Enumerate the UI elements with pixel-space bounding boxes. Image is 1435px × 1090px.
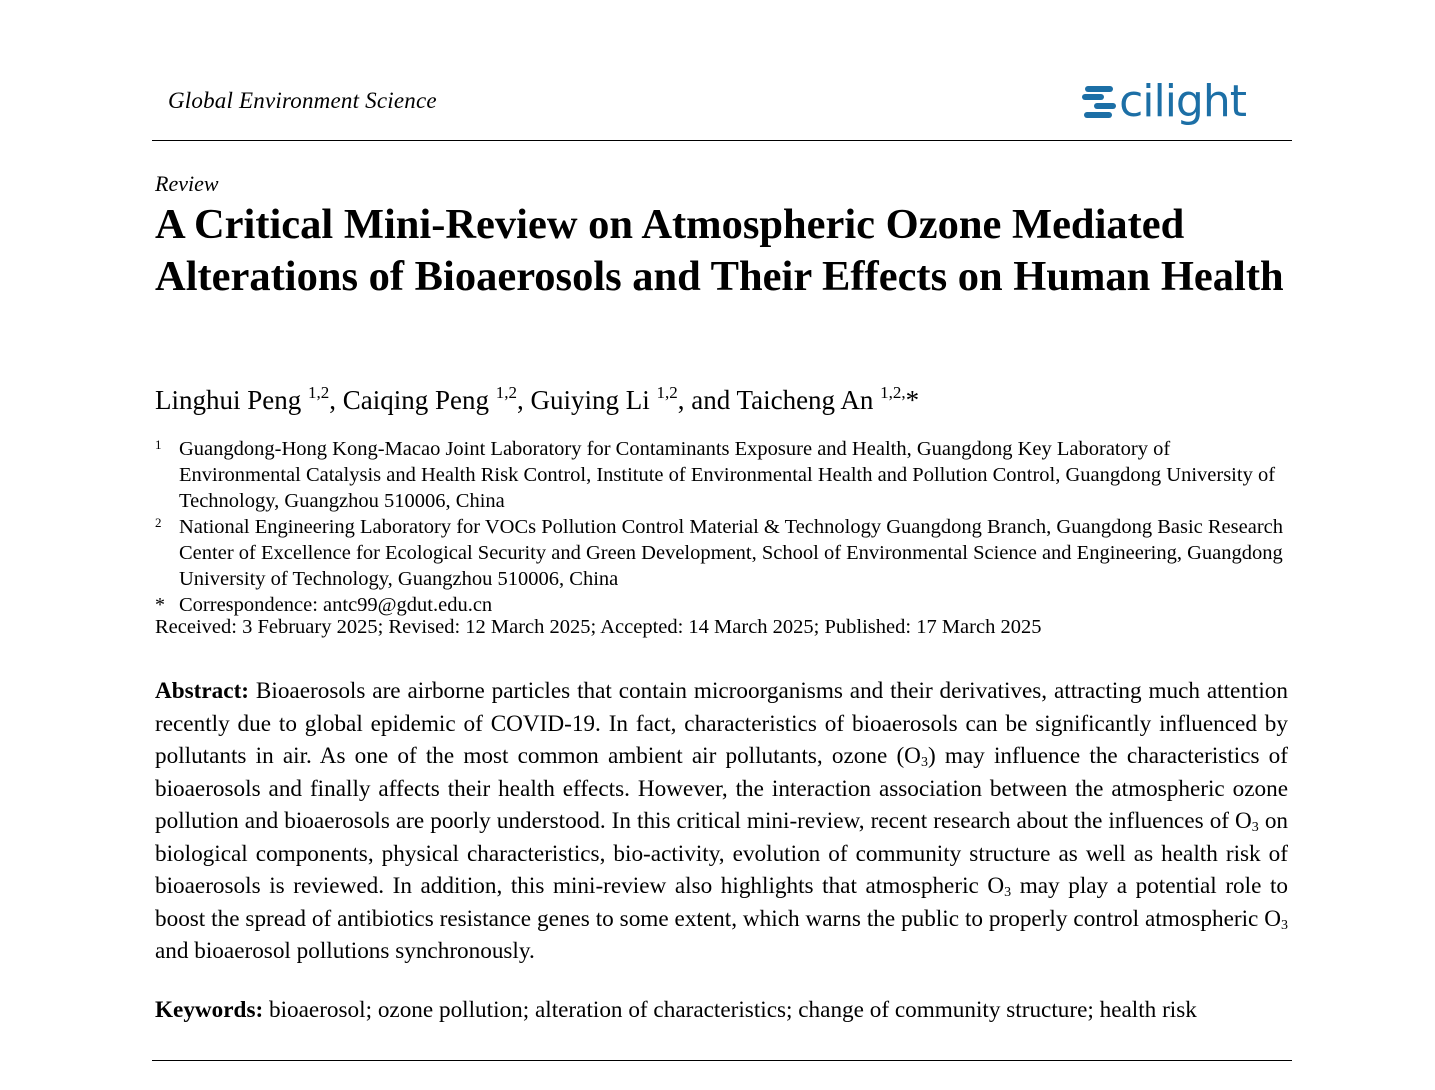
publisher-logo[interactable] bbox=[1081, 76, 1246, 127]
author-name: Caiqing Peng bbox=[342, 385, 489, 415]
author-affil-sup: 1,2 bbox=[495, 383, 517, 402]
keywords-label: Keywords: bbox=[155, 997, 264, 1023]
o3-subscript: 3 bbox=[1281, 917, 1288, 933]
abstract-text: Bioaerosols are airborne particles that contain microorganisms and their derivatives, attracting much attention recently due to global epidemic of COVID-19. In fact, characteristics of bioaerosols can be significantly influenced by pollutants in air. As one of the most common ambient air pollutants, ozone (O bbox=[155, 678, 1288, 769]
affiliation-text: Guangdong-Hong Kong-Macao Joint Laboratory for Contaminants Exposure and Health, Guangdong Key Laboratory of Environmental Catalysis and Health Risk Control, Institute of Environmental Health and Pollution Control, Guangdong University of Technology, Guangzhou 510006, China bbox=[179, 438, 1276, 512]
affiliation-number: 2 bbox=[155, 515, 162, 530]
correspondence-email[interactable]: Correspondence: antc99@gdut.edu.cn bbox=[179, 594, 493, 616]
affiliation-2 bbox=[155, 514, 1285, 592]
affiliation-text: National Engineering Laboratory for VOCs Pollution Control Material & Technology Guangdong Branch, Guangdong Basic Research Center of Excellence for Ecological Security and Green Development, School of Environmental Science and Engineering, Guangdong University of Technology, Guangzhou 510006, China bbox=[179, 516, 1284, 590]
author-name: Guiying Li bbox=[530, 385, 650, 415]
article-title: A Critical Mini-Review on Atmospheric Ozone Mediated Alterations of Bioaerosols and Their Effects on Human Health bbox=[155, 201, 1284, 300]
abstract bbox=[155, 675, 1288, 968]
logo-text: cilight bbox=[1119, 76, 1246, 127]
author-list bbox=[155, 385, 1285, 416]
article-type: Review bbox=[155, 171, 219, 196]
author-name: Linghui Peng bbox=[155, 385, 302, 415]
author-separator: , bbox=[329, 385, 343, 415]
author-separator: , and bbox=[677, 385, 737, 415]
publication-dates: Received: 3 February 2025; Revised: 12 March 2025; Accepted: 14 March 2025; Published: 17 March 2025 bbox=[155, 616, 1042, 638]
abstract-text: may play a potential role to boost the spread of antibiotics resistance genes to some extent, which warns the public to properly control atmospheric O bbox=[155, 873, 1288, 932]
abstract-text: ) may influence the characteristics of bioaerosols and finally affects their health effects. However, the interaction association between the atmospheric ozone pollution and bioaerosols are poorly understood. In this critical mini-review, recent research about the influences of O bbox=[155, 743, 1289, 834]
journal-name: Global Environment Science bbox=[168, 88, 437, 113]
author-name: Taicheng An bbox=[736, 385, 874, 415]
o3-subscript: 3 bbox=[1251, 820, 1259, 835]
affiliation-1 bbox=[155, 436, 1285, 514]
scilight-s-icon bbox=[1081, 83, 1117, 121]
keywords-text: bioaerosol; ozone pollution; alteration of characteristics; change of community structure; health risk bbox=[263, 997, 1197, 1023]
o3-subscript: 3 bbox=[1004, 885, 1012, 900]
author-separator: , bbox=[517, 385, 531, 415]
page-header bbox=[152, 70, 1292, 141]
correspondence bbox=[155, 592, 1285, 618]
affiliation-number: 1 bbox=[155, 437, 162, 452]
o3-subscript: 3 bbox=[920, 755, 928, 770]
abstract-text: on biological components, physical characteristics, bio-activity, evolution of community structure as well as health risk of bioaerosols is reviewed. In addition, this mini-review also highlights that atmospheric O bbox=[155, 808, 1289, 899]
author-affil-sup: 1,2, bbox=[880, 383, 906, 402]
corresponding-mark: * bbox=[905, 385, 920, 415]
footer-divider bbox=[152, 1060, 1292, 1061]
author-affil-sup: 1,2 bbox=[656, 383, 678, 402]
correspondence-mark: * bbox=[155, 594, 165, 616]
author-affil-sup: 1,2 bbox=[308, 383, 330, 402]
abstract-text: and bioaerosol pollutions synchronously. bbox=[155, 938, 535, 964]
abstract-label: Abstract: bbox=[155, 678, 250, 704]
keywords bbox=[155, 997, 1197, 1024]
